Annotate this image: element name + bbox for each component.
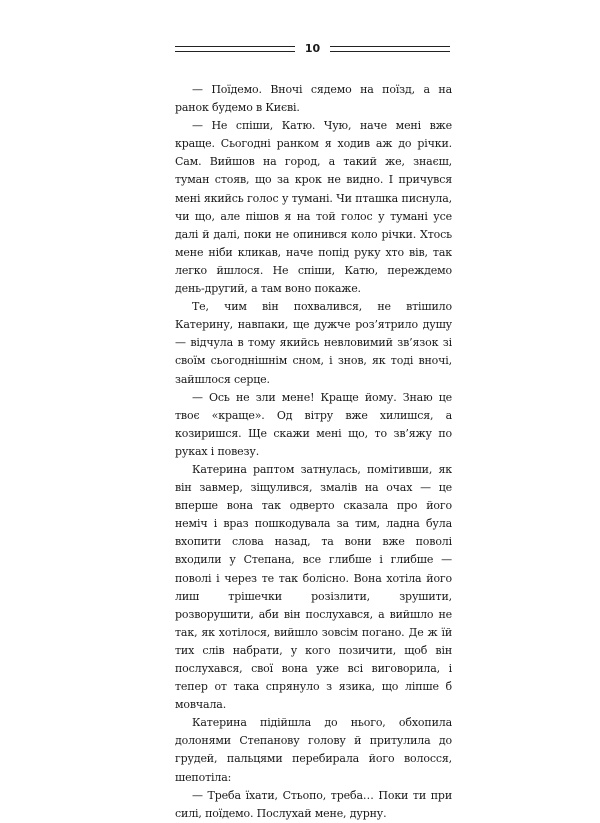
header-rule-left xyxy=(175,46,295,52)
paragraph: — Ось не зли мене! Краще йому. Знаю це твоє «краще». Од вітру вже хилишся, а козиришся. Ще скажи мені що, то зв’яжу по руках і повезу. xyxy=(175,390,452,458)
paragraph: Катерина підійшла до нього, обхопила долонями Степанову голову й притулила до грудей, пальцями перебирала його волосся, шепотіла: xyxy=(175,716,452,784)
header-rule-right xyxy=(330,46,450,52)
page-number: 10 xyxy=(304,42,321,55)
paragraph: — Треба їхати, Стьопо, треба… Поки ти при силі, поїдемо. Послухай мене, дурну. xyxy=(175,788,452,820)
paragraph: Те, чим він похвалився, не втішило Катерину, навпаки, ще дужче роз’ятрило душу — відчула в тому якийсь невловимий зв’язок зі своїм сьогоднішнім сном, і знов, як тоді вночі, зайшлося серце. xyxy=(175,300,452,386)
paragraph: — Не спіши, Катю. Чую, наче мені вже краще. Сьогодні ранком я ходив аж до річки. Сам. Вийшов на город, а такий же, знаєш, туман стояв, що за крок не видно. І причувся мені якийсь голос у тумані. Чи пташка писнула, чи що, але пішов я на той голос у тумані усе далі й далі, поки не опинився коло річки. Хтось мене ніби кликав, наче попід руку хто вів, так легко йшлося. Не спіши, Катю, переждемо день-другий, а там воно покаже. xyxy=(175,119,452,296)
page-header xyxy=(175,42,450,56)
paragraph: Катерина раптом затнулась, помітивши, як він завмер, зіщулився, змалів на очах — це вперше вона так одверто сказала про його неміч і враз пошкодувала за тим, ладна була вхопити слова назад, та вони вже поволі входили у Степана, все глибше і глибше — поволі і через те так болісно. Вона хотіла його лиш трішечки розізлити, зрушити, розворушити, аби він послухався, а вийшло не так, як хотілося, вийшло зовсім погано. Де ж їй тих слів набрати, у кого позичити, щоб він послухався, свої вона уже всі виговорила, і тепер от така спрянуло з язика, що ліпше б мовчала. xyxy=(175,462,452,712)
body-text xyxy=(175,81,452,823)
paragraph: — Поїдемо. Вночі сядемо на поїзд, а на ранок будемо в Києві. xyxy=(175,83,452,115)
